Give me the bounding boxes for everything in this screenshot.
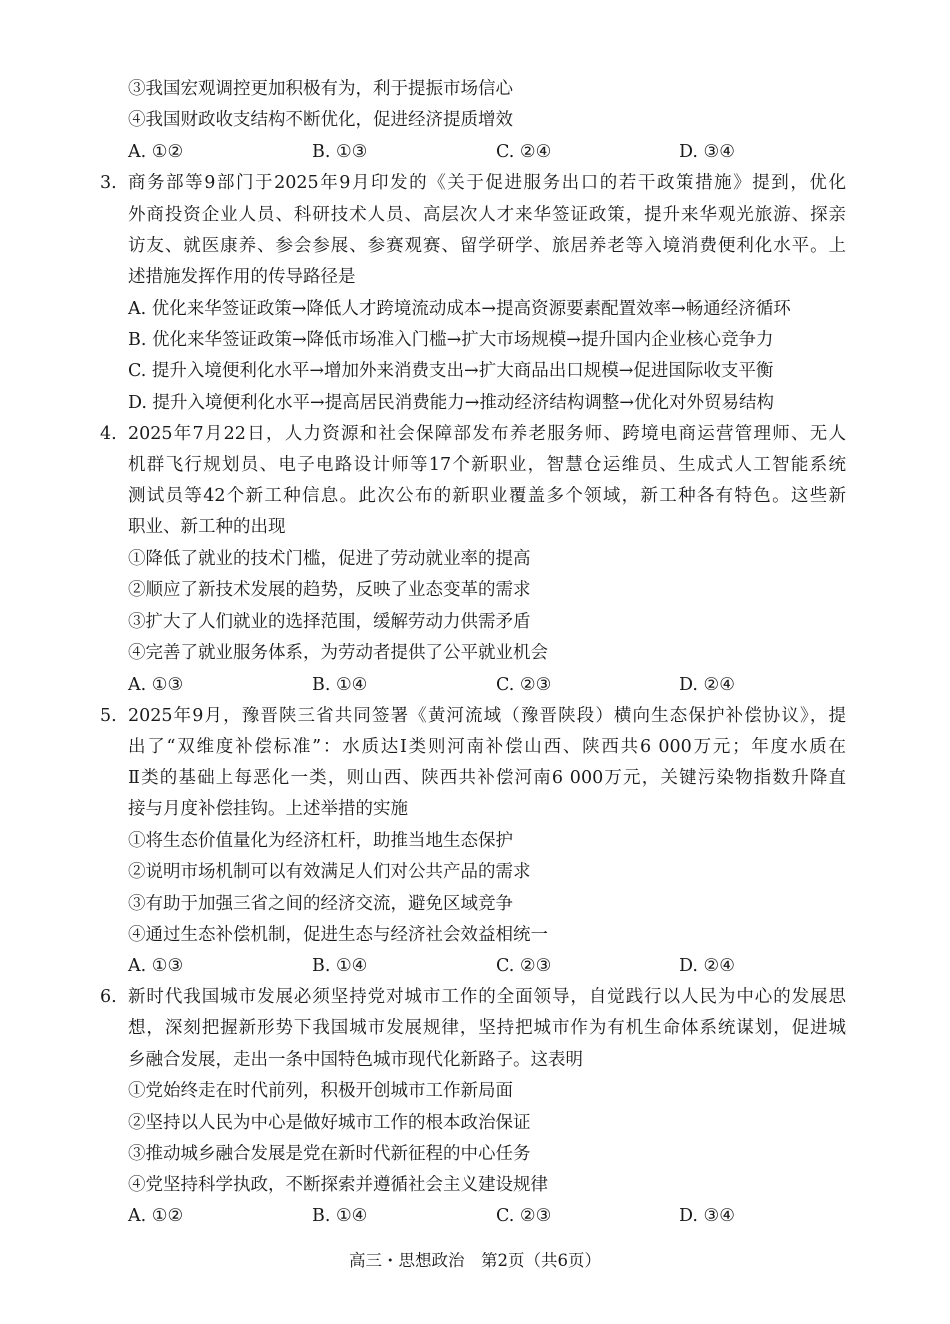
q4-number: 4. xyxy=(100,424,117,444)
q3-stem-line-2: 外商投资企业人员、科研技术人员、高层次人才来华签证政策，提升来华观光旅游、探亲 xyxy=(128,205,846,225)
q5-number: 5. xyxy=(100,706,117,726)
q6-statement-4: ④党坚持科学执政，不断探索并遵循社会主义建设规律 xyxy=(128,1175,548,1195)
q6-choices xyxy=(128,1204,828,1228)
q2-statement-4: ④我国财政收支结构不断优化，促进经济提质增效 xyxy=(128,110,513,130)
q2-choice-d[interactable]: D. ③④ xyxy=(679,142,735,162)
q3-stem-line-1: 商务部等9部门于2025年9月印发的《关于促进服务出口的若干政策措施》提到，优化 xyxy=(128,173,846,193)
q5-choice-a[interactable]: A. ①③ xyxy=(128,956,184,976)
q2-choice-a[interactable]: A. ①② xyxy=(128,142,184,162)
q4-choice-d[interactable]: D. ②④ xyxy=(679,675,735,695)
q5-statement-4: ④通过生态补偿机制，促进生态与经济社会效益相统一 xyxy=(128,925,548,945)
q5-choice-d[interactable]: D. ②④ xyxy=(679,956,735,976)
q4-stem-line-3: 测试员等42个新工种信息。此次公布的新职业覆盖多个领域，新工种各有特色。这些新 xyxy=(128,486,846,506)
q5-choice-b[interactable]: B. ①④ xyxy=(312,956,368,976)
q5-stem-line-4: 接与月度补偿挂钩。上述举措的实施 xyxy=(128,799,408,819)
q2-choices xyxy=(128,140,828,164)
q5-stem-line-3: Ⅱ类的基础上每恶化一类，则山西、陕西共补偿河南6 000万元，关键污染物指数升降直 xyxy=(128,768,846,788)
q4-choice-a[interactable]: A. ①③ xyxy=(128,675,184,695)
q3-stem-line-4: 述措施发挥作用的传导路径是 xyxy=(128,267,356,287)
q6-choice-a[interactable]: A. ①② xyxy=(128,1206,184,1226)
q4-statement-1: ①降低了就业的技术门槛，促进了劳动就业率的提高 xyxy=(128,549,531,569)
q4-statement-2: ②顺应了新技术发展的趋势，反映了业态变革的需求 xyxy=(128,580,531,600)
q4-statement-4: ④完善了就业服务体系，为劳动者提供了公平就业机会 xyxy=(128,643,548,663)
q4-choice-b[interactable]: B. ①④ xyxy=(312,675,368,695)
q3-option-b[interactable]: B. 优化来华签证政策→降低市场准入门槛→扩大市场规模→提升国内企业核心竞争力 xyxy=(128,330,774,350)
q4-choices xyxy=(128,673,828,697)
q3-option-c[interactable]: C. 提升入境便利化水平→增加外来消费支出→扩大商品出口规模→促进国际收支平衡 xyxy=(128,361,774,381)
q4-stem-line-1: 2025年7月22日，人力资源和社会保障部发布养老服务师、跨境电商运营管理师、无人 xyxy=(128,424,846,444)
q6-number: 6. xyxy=(100,987,117,1007)
q4-statement-3: ③扩大了人们就业的选择范围，缓解劳动力供需矛盾 xyxy=(128,612,531,632)
q6-choice-c[interactable]: C. ②③ xyxy=(496,1206,552,1226)
q5-choice-c[interactable]: C. ②③ xyxy=(496,956,552,976)
q6-stem-line-3: 乡融合发展，走出一条中国特色城市现代化新路子。这表明 xyxy=(128,1050,583,1070)
q4-choice-c[interactable]: C. ②③ xyxy=(496,675,552,695)
q3-option-d[interactable]: D. 提升入境便利化水平→提高居民消费能力→推动经济结构调整→优化对外贸易结构 xyxy=(128,393,775,413)
q4-stem-line-2: 机群飞行规划员、电子电路设计师等17个新职业，智慧仓运维员、生成式人工智能系统 xyxy=(128,455,846,475)
q6-stem-line-2: 想，深刻把握新形势下我国城市发展规律，坚持把城市作为有机生命体系统谋划，促进城 xyxy=(128,1018,846,1038)
page-footer: 高三・思想政治 第2页（共6页） xyxy=(349,1251,601,1270)
q6-stem-line-1: 新时代我国城市发展必须坚持党对城市工作的全面领导，自觉践行以人民为中心的发展思 xyxy=(128,987,846,1007)
q3-number: 3. xyxy=(100,173,117,193)
q5-stem-line-2: 出了“双维度补偿标准”：水质达Ⅰ类则河南补偿山西、陕西共6 000万元；年度水质在 xyxy=(128,737,846,757)
q2-statement-3: ③我国宏观调控更加积极有为，利于提振市场信心 xyxy=(128,79,513,99)
q2-choice-b[interactable]: B. ①③ xyxy=(312,142,368,162)
q5-choices xyxy=(128,954,828,978)
q5-statement-3: ③有助于加强三省之间的经济交流，避免区域竞争 xyxy=(128,894,513,914)
q4-stem-line-4: 职业、新工种的出现 xyxy=(128,517,286,537)
q6-choice-d[interactable]: D. ③④ xyxy=(679,1206,735,1226)
q5-statement-1: ①将生态价值量化为经济杠杆，助推当地生态保护 xyxy=(128,831,513,851)
q3-option-a[interactable]: A. 优化来华签证政策→降低人才跨境流动成本→提高资源要素配置效率→畅通经济循环 xyxy=(128,299,791,319)
q3-stem-line-3: 访友、就医康养、参会参展、参赛观赛、留学研学、旅居养老等入境消费便利化水平。上 xyxy=(128,236,846,256)
q6-choice-b[interactable]: B. ①④ xyxy=(312,1206,368,1226)
q6-statement-2: ②坚持以人民为中心是做好城市工作的根本政治保证 xyxy=(128,1113,531,1133)
q5-statement-2: ②说明市场机制可以有效满足人们对公共产品的需求 xyxy=(128,862,531,882)
q5-stem-line-1: 2025年9月，豫晋陕三省共同签署《黄河流域（豫晋陕段）横向生态保护补偿协议》，提 xyxy=(128,706,846,726)
q6-statement-1: ①党始终走在时代前列，积极开创城市工作新局面 xyxy=(128,1081,513,1101)
q6-statement-3: ③推动城乡融合发展是党在新时代新征程的中心任务 xyxy=(128,1144,531,1164)
q2-choice-c[interactable]: C. ②④ xyxy=(496,142,552,162)
